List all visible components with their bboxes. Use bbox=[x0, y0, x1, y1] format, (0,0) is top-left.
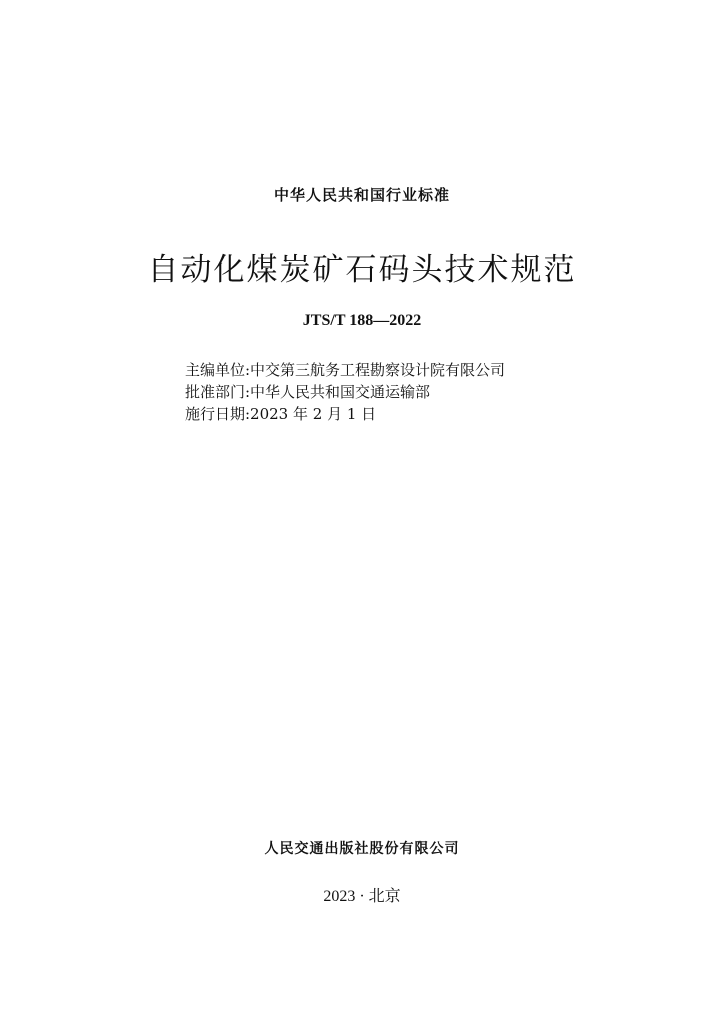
series-title: 中华人民共和国行业标准 bbox=[273, 186, 450, 204]
standard-code: JTS/T 188—2022 bbox=[302, 312, 422, 329]
document-metadata bbox=[185, 359, 605, 425]
editor-unit: 主编单位:中交第三航务工程勘察设计院有限公司 bbox=[185, 361, 506, 379]
document-title: 自动化煤炭矿石码头技术规范 bbox=[147, 252, 577, 288]
publication-year-place: 2023 · 北京 bbox=[323, 888, 401, 905]
publisher-name: 人民交通出版社股份有限公司 bbox=[264, 841, 460, 857]
approving-department: 批准部门:中华人民共和国交通运输部 bbox=[185, 383, 431, 401]
effective-date: 施行日期:2023 年 2 月 1 日 bbox=[185, 405, 377, 423]
